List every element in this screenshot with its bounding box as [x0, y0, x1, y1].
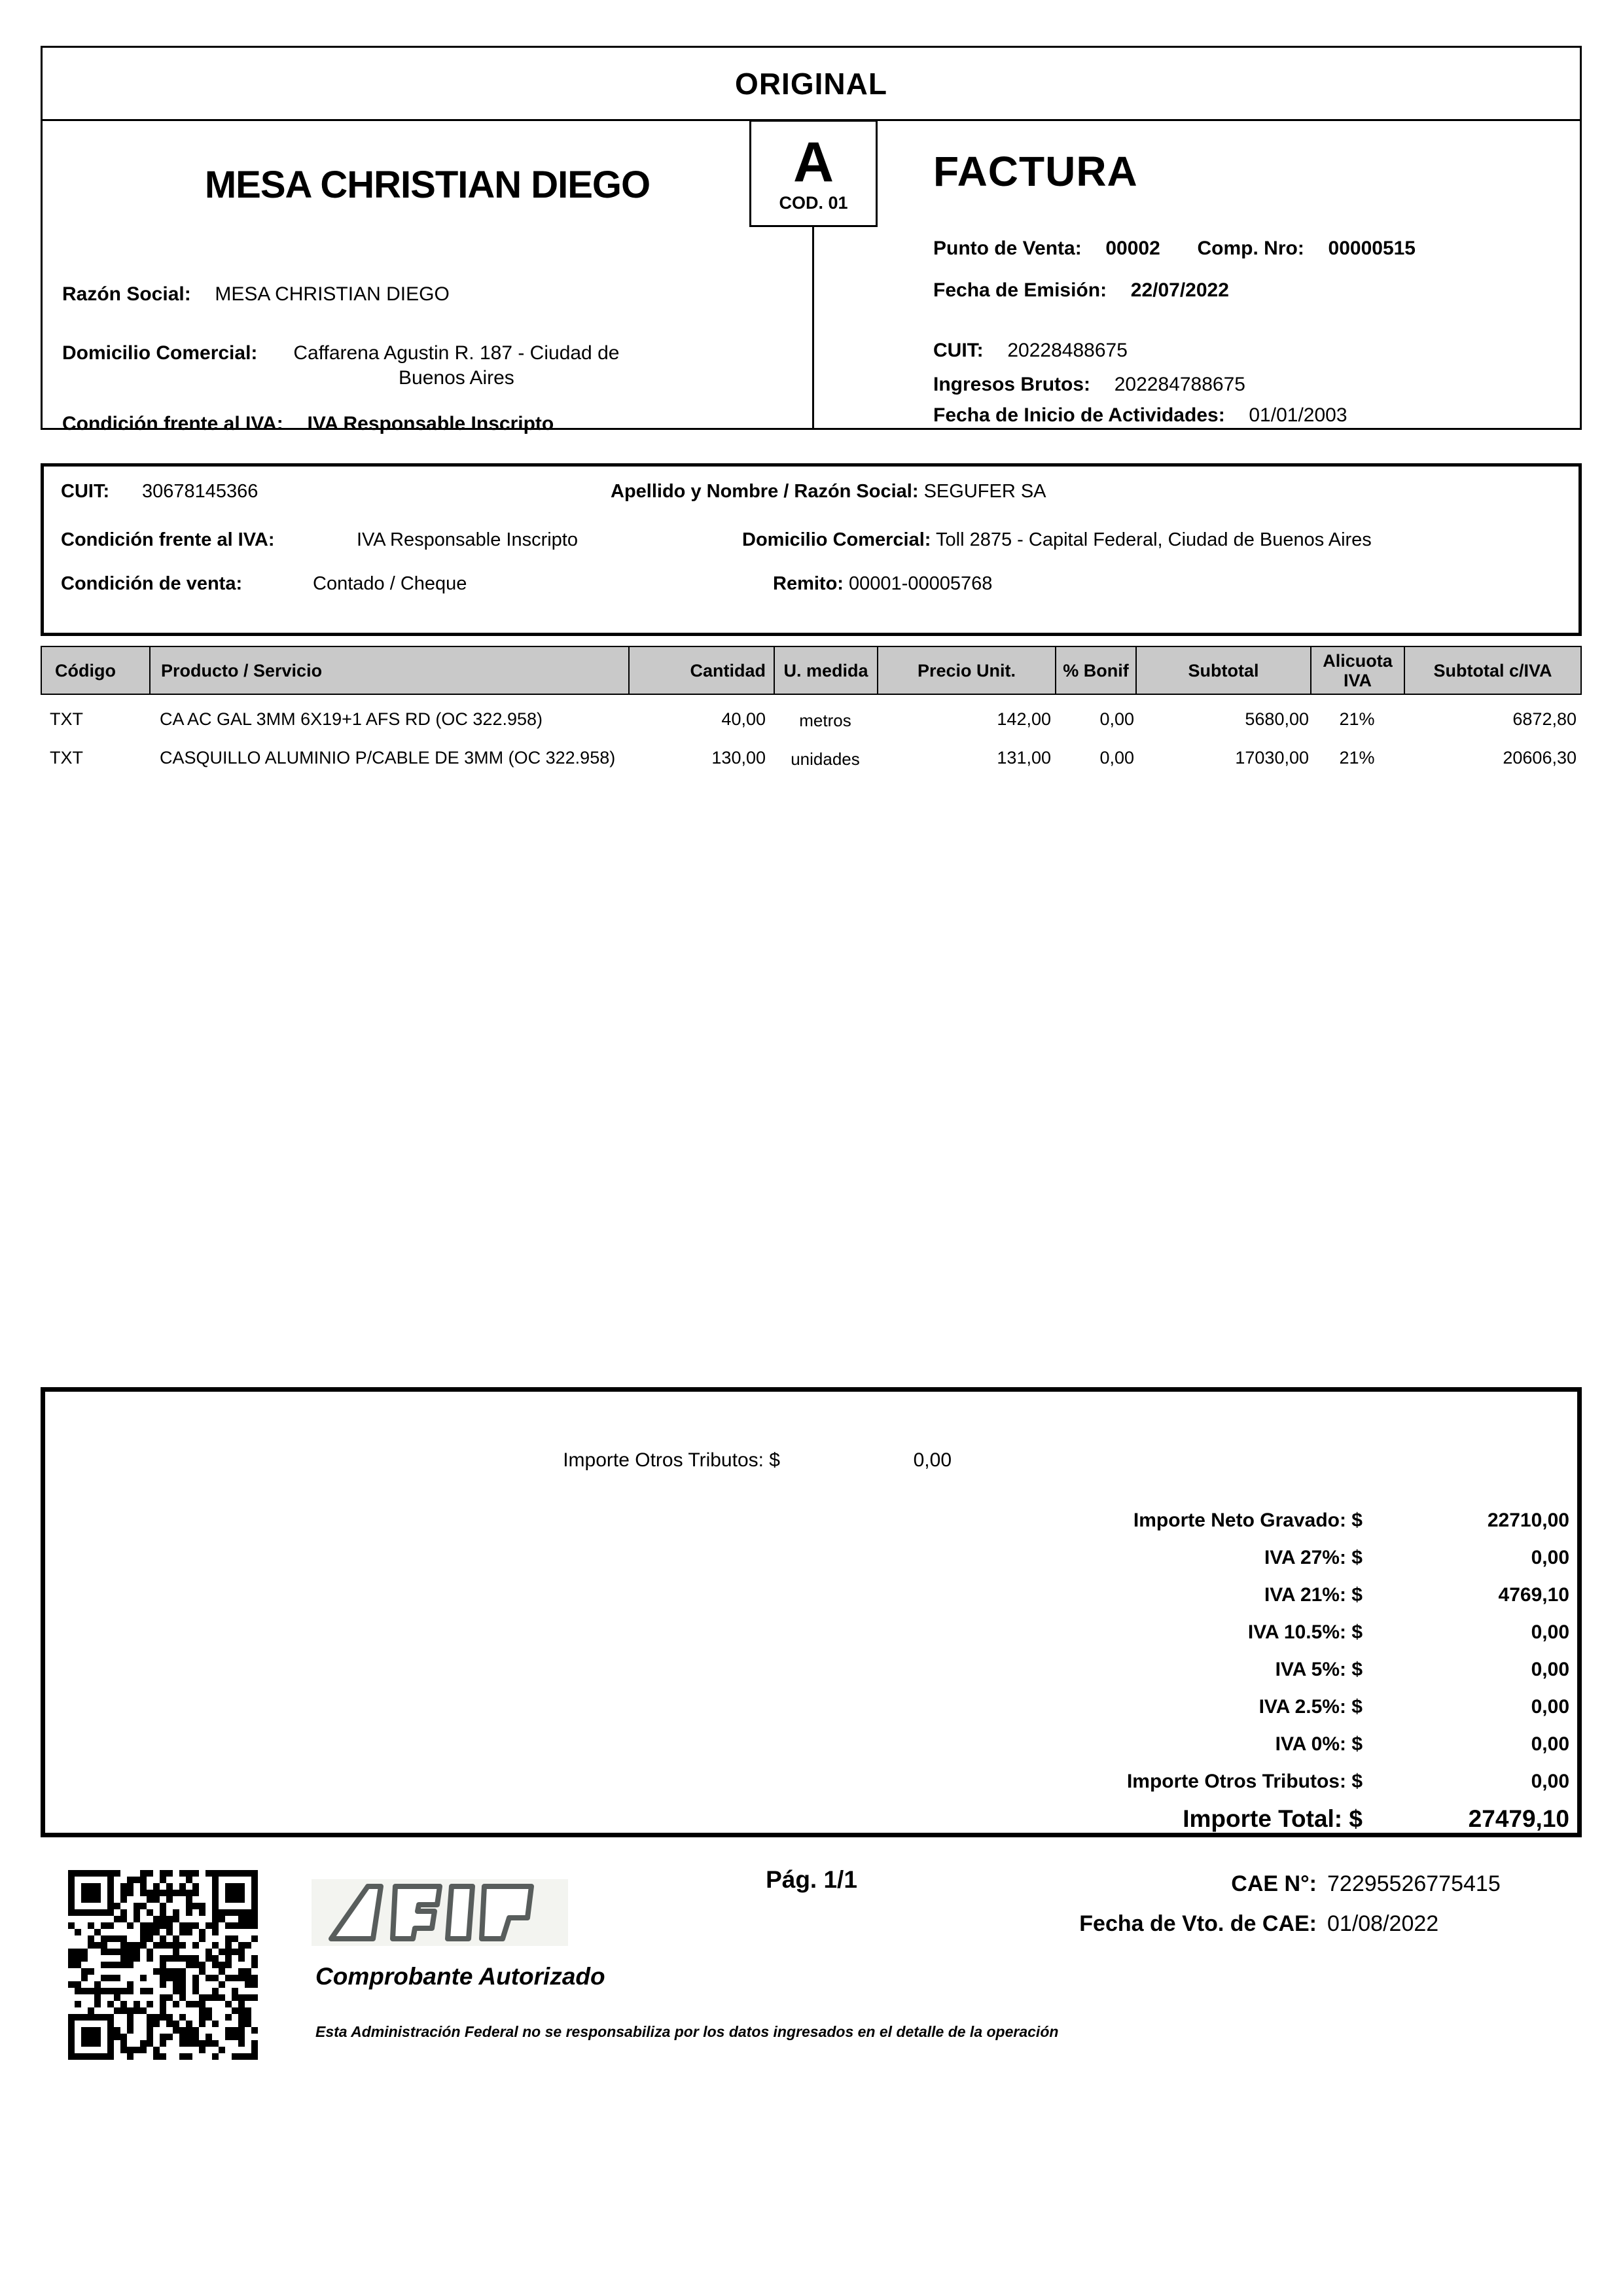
total-row-iva25 — [45, 1688, 1569, 1725]
total-value: 0,00 — [1531, 1771, 1569, 1792]
item-codigo: TXT — [50, 748, 83, 768]
total-value: 0,00 — [1531, 1621, 1569, 1643]
total-row-iva21 — [45, 1576, 1569, 1614]
item-producto: CASQUILLO ALUMINIO P/CABLE DE 3MM (OC 322.958) — [160, 748, 616, 768]
totals-box — [41, 1387, 1582, 1837]
condicion-venta-value: Contado / Cheque — [313, 573, 467, 594]
customer-domicilio-row — [742, 529, 1372, 551]
cae-value: 72295526775415 — [1327, 1871, 1501, 1896]
col-producto: Producto / Servicio — [151, 647, 630, 694]
invoice-type-code: COD. 01 — [779, 192, 848, 213]
total-value: 0,00 — [1531, 1696, 1569, 1718]
customer-cuit-label: CUIT: — [61, 481, 110, 502]
emitter-condicion-iva — [62, 412, 554, 436]
comp-nro-label: Comp. Nro: — [1197, 238, 1304, 259]
col-subtotal-iva: Subtotal c/IVA — [1433, 660, 1552, 680]
condicion-iva-label: Condición frente al IVA: — [62, 413, 283, 434]
item-unidad: unidades — [791, 749, 860, 769]
ingresos-brutos-value: 202284788675 — [1114, 374, 1245, 395]
customer-condicion-iva-label: Condición frente al IVA: — [61, 529, 275, 550]
emitter-cuit-label: CUIT: — [933, 340, 984, 361]
col-cantidad: Cantidad — [630, 647, 775, 694]
table-row — [41, 708, 1582, 732]
total-label: IVA 2.5%: $ — [1258, 1696, 1363, 1718]
punto-venta-label: Punto de Venta: — [933, 238, 1082, 259]
item-cantidad: 40,00 — [721, 709, 766, 729]
customer-domicilio-label: Domicilio Comercial: — [742, 529, 931, 550]
customer-name-value: SEGUFER SA — [923, 481, 1046, 502]
col-bonif: % Bonif — [1056, 647, 1137, 694]
inicio-actividades-row — [933, 404, 1347, 427]
item-subtotal: 5680,00 — [1245, 709, 1309, 729]
total-row-otros-tributos — [45, 1763, 1569, 1800]
customer-domicilio-value: Toll 2875 - Capital Federal, Ciudad de Buenos Aires — [936, 529, 1372, 550]
item-unidad: metros — [799, 711, 851, 730]
emitter-domicilio — [62, 341, 646, 391]
cae-block — [916, 1871, 1535, 1951]
copy-label: ORIGINAL — [43, 48, 1580, 121]
customer-cuit-value: 30678145366 — [142, 481, 259, 502]
item-subtotal: 17030,00 — [1235, 748, 1309, 768]
total-value: 0,00 — [1531, 1733, 1569, 1755]
table-row — [41, 747, 1582, 771]
total-value: 27479,10 — [1468, 1805, 1569, 1832]
total-row-importe-total — [45, 1800, 1569, 1842]
invoice-type-box — [749, 120, 878, 227]
cae-vto-row — [916, 1911, 1535, 1937]
comprobante-autorizado-label: Comprobante Autorizado — [315, 1963, 605, 1990]
qr-code — [68, 1870, 258, 2060]
item-subtotal-iva: 20606,30 — [1503, 748, 1577, 768]
col-precio: Precio Unit. — [878, 647, 1056, 694]
total-label: IVA 5%: $ — [1275, 1659, 1363, 1680]
otros-tributos-top-value: 0,00 — [913, 1449, 952, 1471]
item-precio: 142,00 — [997, 709, 1051, 729]
totals-rows — [45, 1502, 1569, 1842]
total-label: Importe Otros Tributos: $ — [1126, 1771, 1363, 1792]
company-name: MESA CHRISTIAN DIEGO — [204, 164, 651, 206]
items-table-body — [41, 708, 1582, 771]
invoice-title: FACTURA — [933, 148, 1138, 195]
afip-logo — [312, 1879, 568, 1946]
fecha-emision-value: 22/07/2022 — [1130, 279, 1229, 301]
punto-venta-value: 00002 — [1105, 238, 1160, 259]
total-label: IVA 10.5%: $ — [1247, 1621, 1363, 1643]
ingresos-brutos-row — [933, 374, 1245, 396]
condicion-iva-value: IVA Responsable Inscripto — [307, 413, 554, 434]
item-precio: 131,00 — [997, 748, 1051, 768]
ingresos-brutos-label: Ingresos Brutos: — [933, 374, 1091, 395]
razon-social-value: MESA CHRISTIAN DIEGO — [215, 283, 450, 305]
customer-condicion-iva-value: IVA Responsable Inscripto — [357, 529, 578, 550]
fecha-emision-label: Fecha de Emisión: — [933, 279, 1107, 301]
cae-vto-label: Fecha de Vto. de CAE: — [1079, 1911, 1317, 1936]
inicio-actividades-label: Fecha de Inicio de Actividades: — [933, 404, 1225, 426]
item-alicuota: 21% — [1339, 709, 1375, 729]
col-alicuota: Alicuota IVA — [1311, 647, 1405, 694]
total-row-iva27 — [45, 1539, 1569, 1576]
emitter-cuit-value: 20228488675 — [1007, 340, 1128, 361]
item-cantidad: 130,00 — [711, 748, 766, 768]
invoice-type-letter: A — [793, 130, 834, 194]
item-alicuota: 21% — [1339, 748, 1375, 768]
col-unidad: U. medida — [775, 647, 878, 694]
cae-vto-value: 01/08/2022 — [1327, 1911, 1439, 1936]
remito-row — [773, 573, 992, 595]
cae-label: CAE N°: — [1231, 1871, 1317, 1896]
total-value: 0,00 — [1531, 1547, 1569, 1568]
emitter-razon-social — [62, 282, 450, 307]
item-codigo: TXT — [50, 709, 83, 729]
total-row-iva0 — [45, 1725, 1569, 1763]
condicion-venta-label: Condición de venta: — [61, 573, 243, 594]
total-value: 0,00 — [1531, 1659, 1569, 1680]
total-label: IVA 0%: $ — [1275, 1733, 1363, 1755]
items-table — [41, 646, 1582, 785]
remito-label: Remito: — [773, 573, 844, 594]
inicio-actividades-value: 01/01/2003 — [1249, 404, 1347, 426]
comp-nro-value: 00000515 — [1328, 238, 1416, 259]
customer-name-label: Apellido y Nombre / Razón Social: — [611, 481, 919, 502]
domicilio-label: Domicilio Comercial: — [62, 342, 258, 364]
total-value: 4769,10 — [1498, 1584, 1569, 1606]
header-divider — [812, 226, 814, 430]
domicilio-value: Caffarena Agustin R. 187 - Ciudad de Buenos Aires — [293, 342, 620, 389]
remito-value: 00001-00005768 — [849, 573, 993, 594]
total-label: Importe Total: $ — [1183, 1805, 1363, 1832]
customer-name-row — [611, 481, 1046, 503]
total-label: IVA 27%: $ — [1264, 1547, 1363, 1568]
col-subtotal: Subtotal — [1137, 647, 1311, 694]
total-row-iva105 — [45, 1614, 1569, 1651]
item-subtotal-iva: 6872,80 — [1512, 709, 1577, 729]
col-codigo: Código — [42, 647, 151, 694]
item-bonif: 0,00 — [1099, 748, 1134, 768]
customer-box — [41, 463, 1582, 636]
cae-number-row — [916, 1871, 1535, 1897]
item-bonif: 0,00 — [1099, 709, 1134, 729]
total-row-neto — [45, 1502, 1569, 1539]
page-indicator: Pág. 1/1 — [766, 1866, 857, 1893]
otros-tributos-top-label: Importe Otros Tributos: $ — [563, 1449, 780, 1471]
total-label: IVA 21%: $ — [1264, 1584, 1363, 1606]
fecha-emision-row — [933, 279, 1229, 302]
item-producto: CA AC GAL 3MM 6X19+1 AFS RD (OC 322.958) — [160, 709, 543, 729]
items-table-header — [41, 646, 1582, 695]
total-label: Importe Neto Gravado: $ — [1133, 1510, 1363, 1531]
emitter-cuit-row — [933, 340, 1128, 362]
punto-venta-row — [933, 238, 1416, 260]
header-box — [41, 46, 1582, 434]
footer-disclaimer: Esta Administración Federal no se responsabiliza por los datos ingresados en el detalle de la operación — [315, 2023, 1059, 2040]
total-row-iva5 — [45, 1651, 1569, 1688]
total-value: 22710,00 — [1487, 1510, 1569, 1531]
razon-social-label: Razón Social: — [62, 283, 191, 305]
